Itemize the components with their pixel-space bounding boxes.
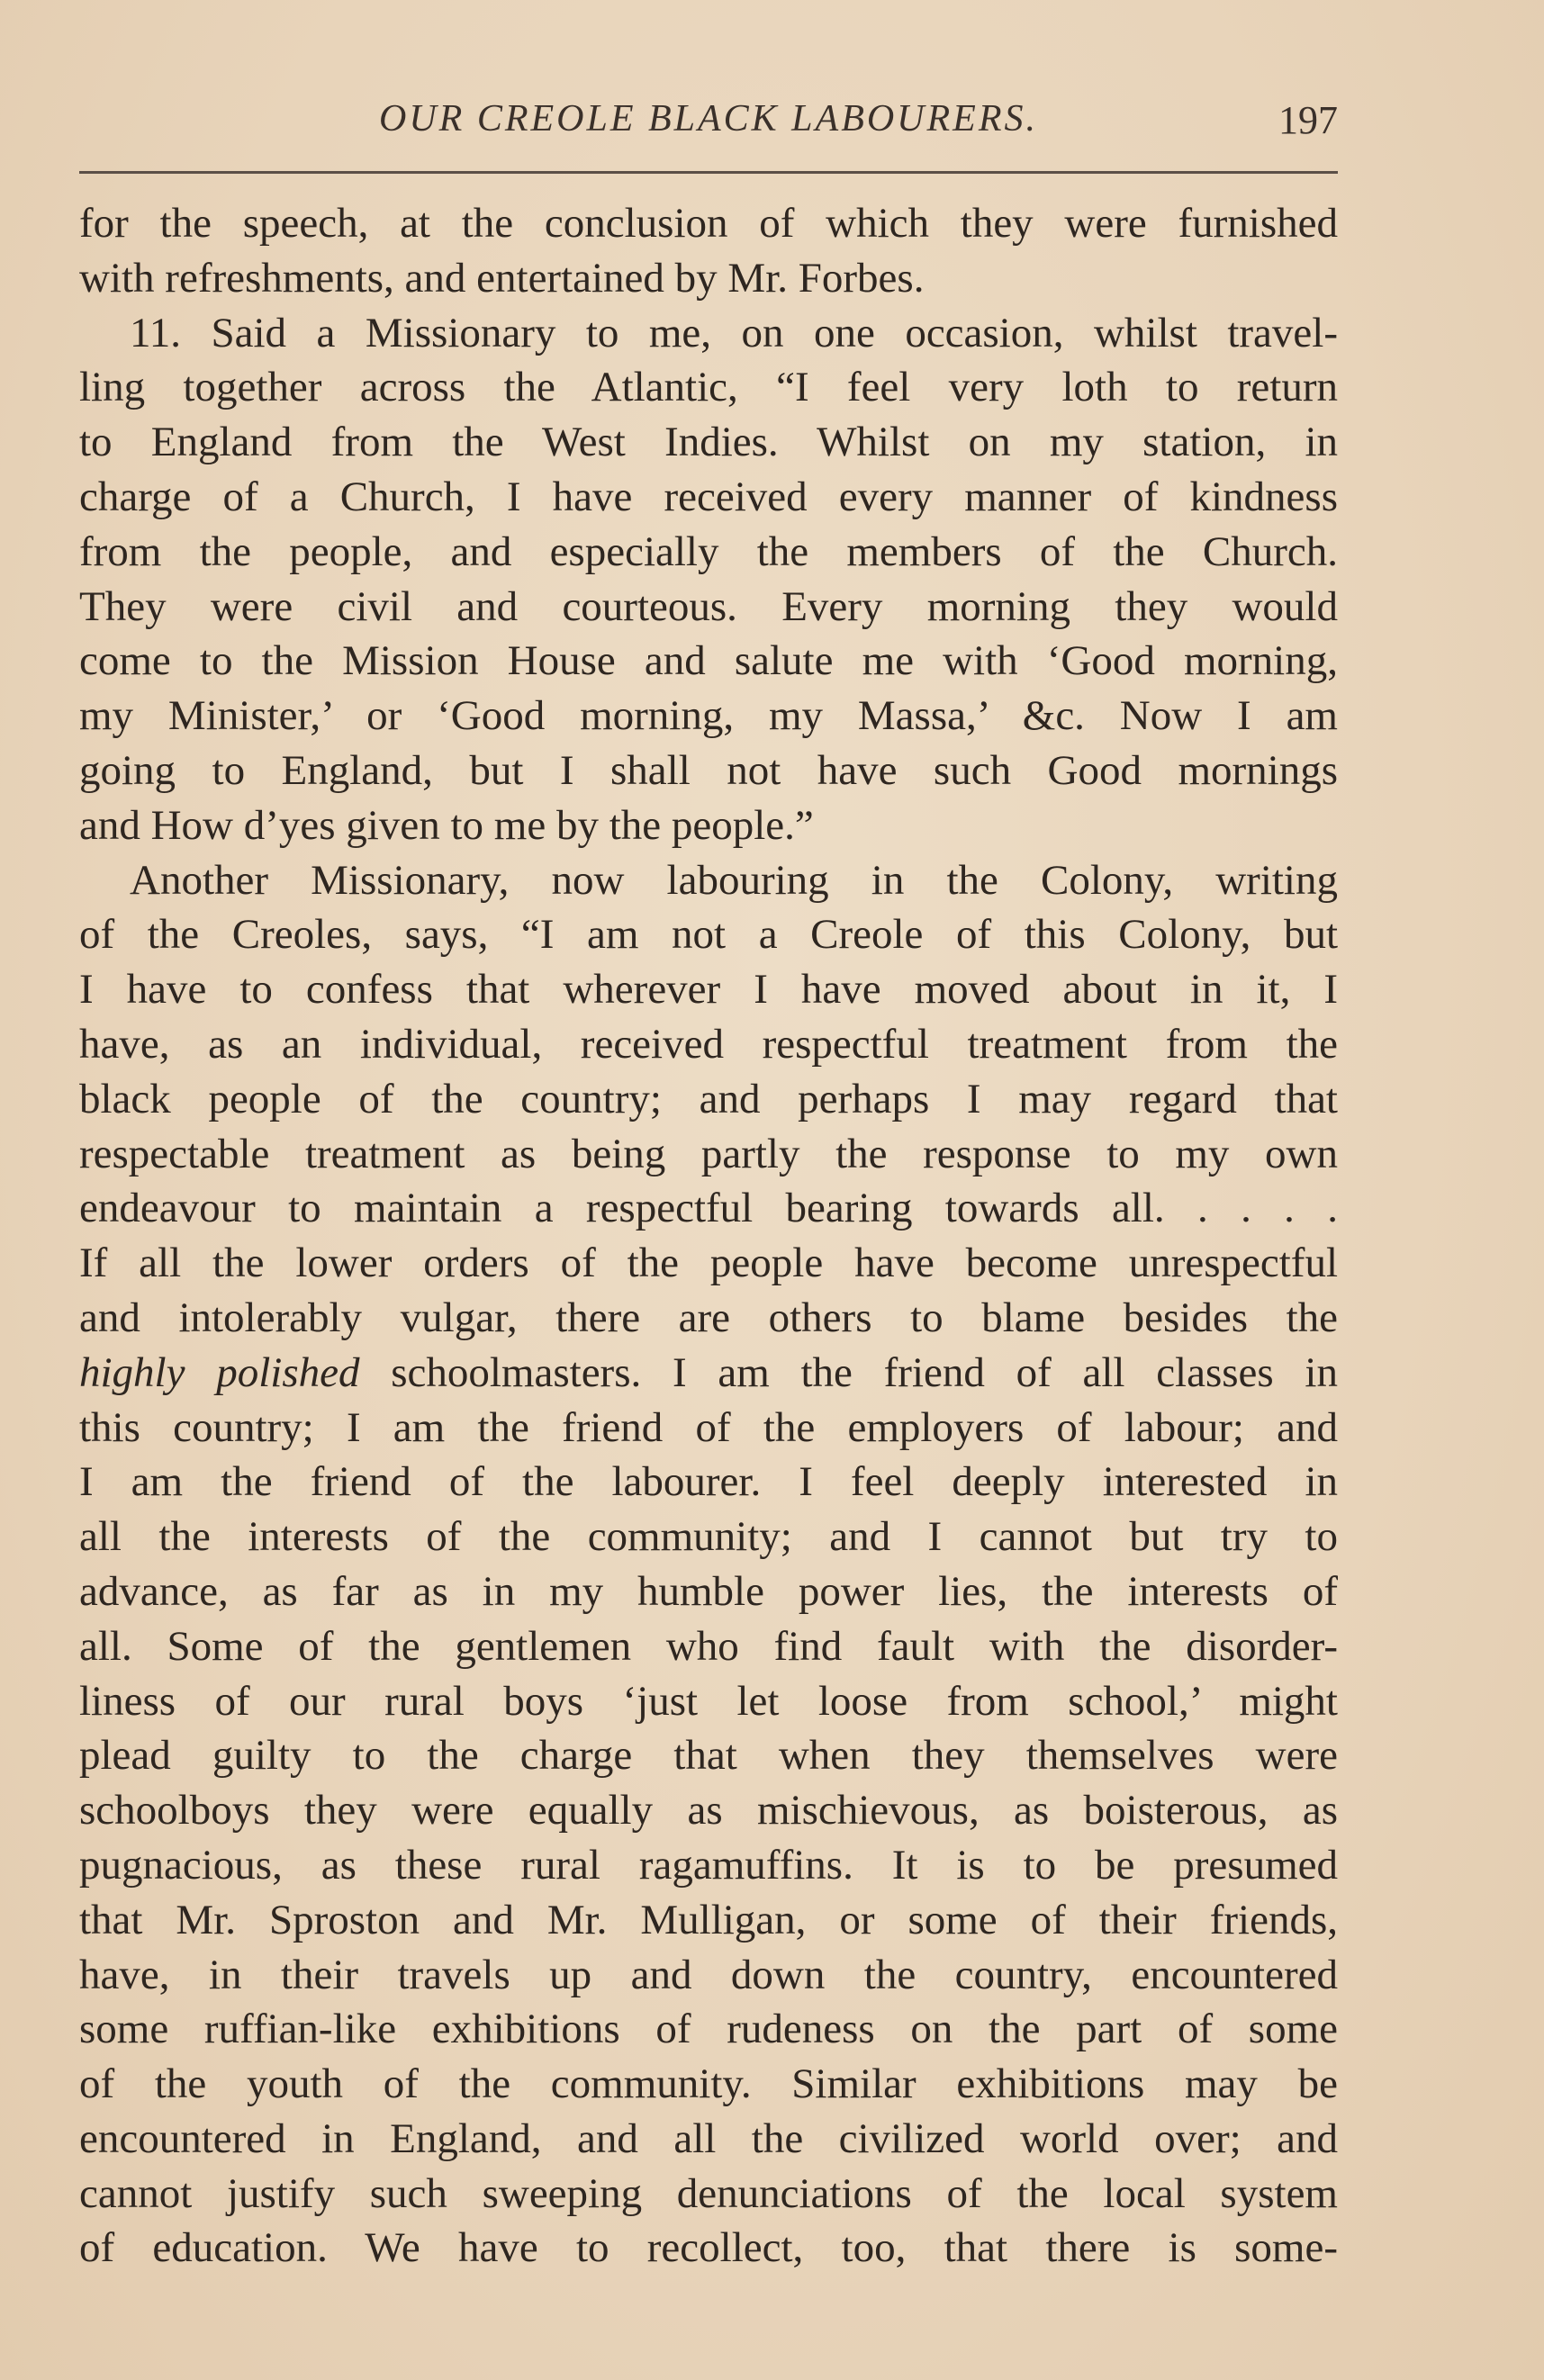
text-line: of the youth of the community. Similar exhibitions may be — [79, 2060, 1338, 2108]
text-line: that Mr. Sproston and Mr. Mulligan, or some of their friends, — [79, 1896, 1338, 1943]
text-line: endeavour to maintain a respectful bearing towards all. . . . . — [79, 1185, 1338, 1232]
text-line: schoolboys they were equally as mischievous, as boisterous, as — [79, 1787, 1338, 1835]
text-line: They were civil and courteous. Every morning they would — [79, 582, 1338, 630]
page-number: 197 — [1278, 98, 1338, 142]
text-line: for the speech, at the conclusion of which they were furnished — [79, 200, 1338, 247]
text-line: plead guilty to the charge that when they themselves were — [79, 1732, 1338, 1780]
text-line: some ruffian-like exhibitions of rudeness on the part of some — [79, 2006, 1338, 2053]
text-line: black people of the country; and perhaps I may regard that — [79, 1075, 1338, 1122]
text-line: have, in their travels up and down the country, encountered — [79, 1951, 1338, 1998]
text-line: have, as an individual, received respectful treatment from the — [79, 1020, 1338, 1068]
text-fragment: schoolmasters. I am the friend of all classes in — [359, 1348, 1338, 1396]
text-line: going to England, but I shall not have such Good mornings — [79, 746, 1338, 794]
text-line: encountered in England, and all the civilized world over; and — [79, 2114, 1338, 2162]
paragraph-another-missionary — [79, 853, 1338, 2276]
paragraph-11 — [79, 306, 1338, 853]
text-line: to England from the West Indies. Whilst on my station, in — [79, 419, 1338, 466]
text-line: all the interests of the community; and I cannot but try to — [79, 1513, 1338, 1561]
text-line: ling together across the Atlantic, “I feel very loth to return — [79, 364, 1338, 411]
text-line: Another Missionary, now labouring in the Colony, writing — [130, 856, 1338, 904]
page-header — [79, 97, 1338, 151]
text-line: pugnacious, as these rural ragamuffins. It is to be presumed — [79, 1841, 1338, 1889]
text-line: my Minister,’ or ‘Good morning, my Massa,’ &c. Now I am — [79, 692, 1338, 740]
text-line: respectable treatment as being partly the response to my own — [79, 1130, 1338, 1177]
paragraph-continuation — [79, 196, 1338, 306]
text-line: If all the lower orders of the people have become unrespectful — [79, 1240, 1338, 1287]
text-line-with-italic — [79, 1346, 1338, 1401]
header-rule — [79, 171, 1338, 174]
text-line: of the Creoles, says, “I am not a Creole of this Colony, but — [79, 911, 1338, 959]
text-line: 11. Said a Missionary to me, on one occasion, whilst travel- — [130, 309, 1338, 356]
italic-phrase: highly polished — [79, 1348, 360, 1396]
running-title: OUR CREOLE BLACK LABOURERS. — [379, 98, 1038, 140]
text-line: of education. We have to recollect, too, that there is some- — [79, 2224, 1338, 2272]
text-line: I am the friend of the labourer. I feel deeply interested in — [79, 1458, 1338, 1506]
text-line: advance, as far as in my humble power lies, the interests of — [79, 1567, 1338, 1615]
text-line: and How d’yes given to me by the people.” — [79, 801, 814, 849]
text-line: from the people, and especially the members of the Church. — [79, 527, 1338, 575]
text-line: charge of a Church, I have received every manner of kindness — [79, 473, 1338, 520]
text-line: liness of our rural boys ‘just let loose from school,’ might — [79, 1677, 1338, 1725]
body-text — [79, 196, 1338, 2276]
text-line: cannot justify such sweeping denunciations of the local system — [79, 2169, 1338, 2217]
text-line: this country; I am the friend of the employers of labour; and — [79, 1403, 1338, 1451]
text-line: come to the Mission House and salute me with ‘Good morning, — [79, 637, 1338, 685]
text-line: all. Some of the gentlemen who find fault with the disorder- — [79, 1622, 1338, 1670]
text-line: I have to confess that wherever I have moved about in it, I — [79, 966, 1338, 1014]
text-line: and intolerably vulgar, there are others to blame besides the — [79, 1294, 1338, 1341]
text-line: with refreshments, and entertained by Mr. Forbes. — [79, 254, 925, 302]
